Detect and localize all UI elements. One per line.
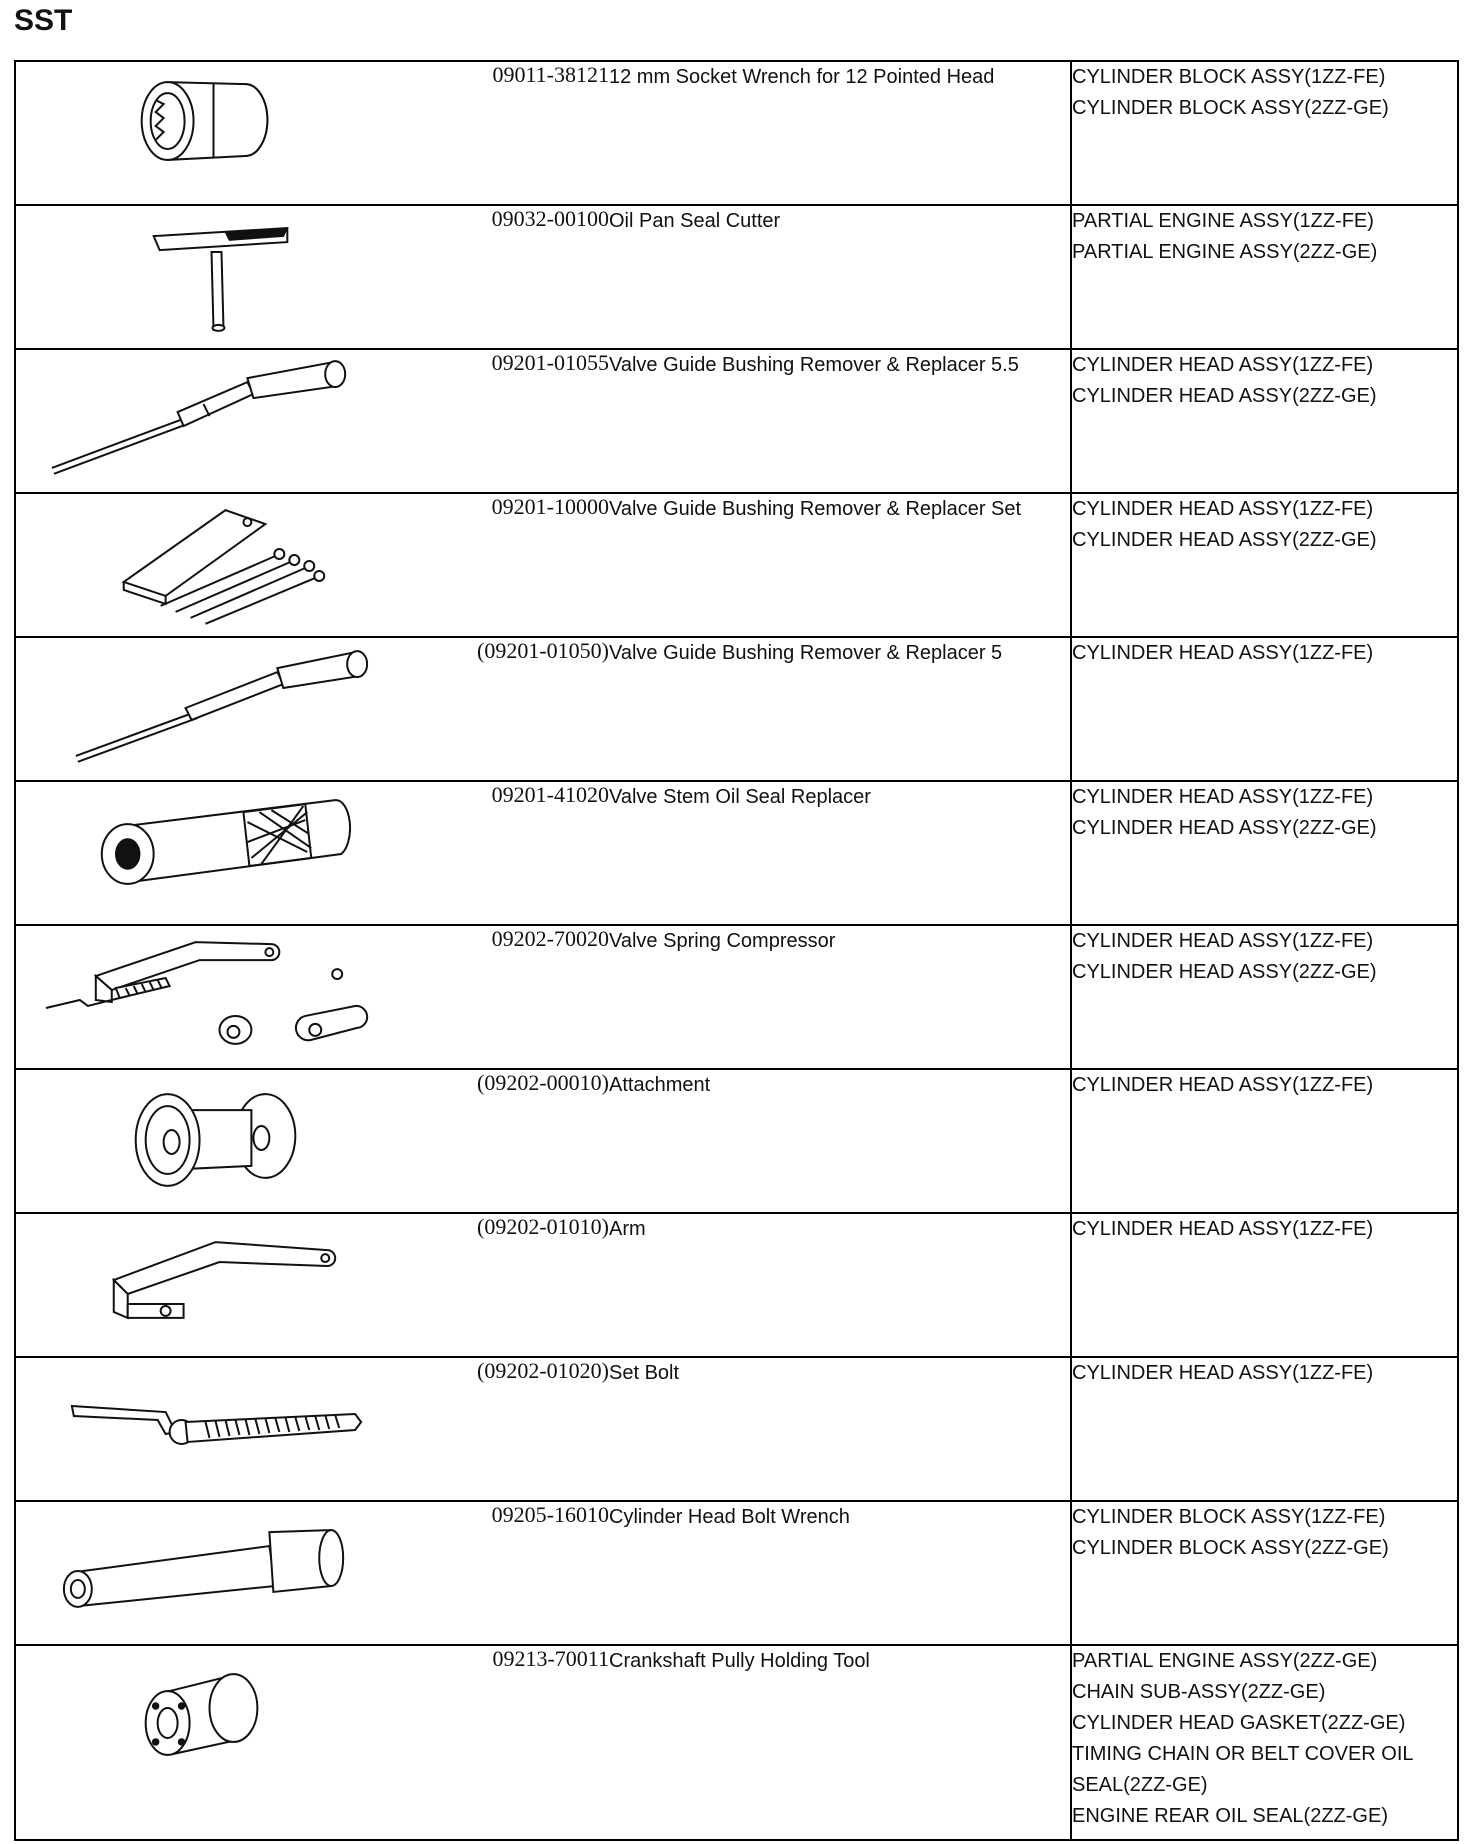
application-item: ENGINE REAR OIL SEAL(2ZZ-GE): [1072, 1805, 1388, 1827]
part-number: 09011-38121: [415, 61, 609, 205]
part-number: (09201-01050): [415, 637, 609, 781]
illustration-cell: [15, 925, 415, 1069]
illustration-cell: [15, 1501, 415, 1645]
application-item: TIMING CHAIN OR BELT COVER OIL SEAL(2ZZ-GE): [1072, 1743, 1413, 1796]
applications-cell: [1071, 349, 1458, 493]
application-item: CYLINDER HEAD GASKET(2ZZ-GE): [1072, 1712, 1406, 1734]
bushing-remover-illustration: [16, 638, 415, 778]
part-number: 09032-00100: [415, 205, 609, 349]
bushing-remover-illustration: [16, 350, 415, 490]
application-item: CYLINDER BLOCK ASSY(1ZZ-FE): [1072, 1506, 1386, 1528]
tool-description: Cylinder Head Bolt Wrench: [609, 1501, 1071, 1645]
applications-cell: [1071, 493, 1458, 637]
illustration-cell: [15, 349, 415, 493]
application-item: CYLINDER HEAD ASSY(1ZZ-FE): [1072, 786, 1374, 808]
bushing-set-illustration: [16, 494, 415, 634]
tool-description: Valve Stem Oil Seal Replacer: [609, 781, 1071, 925]
sst-table: [14, 60, 1459, 1841]
page-title: SST: [14, 4, 73, 37]
seal-replacer-illustration: [16, 782, 415, 922]
illustration-cell: [15, 637, 415, 781]
applications-cell: [1071, 1357, 1458, 1501]
application-item: CYLINDER HEAD ASSY(1ZZ-FE): [1072, 354, 1374, 376]
tool-description: Valve Guide Bushing Remover & Replacer 5: [609, 637, 1071, 781]
table-row: [15, 925, 1458, 1069]
part-number: 09205-16010: [415, 1501, 609, 1645]
tool-description: Valve Guide Bushing Remover & Replacer Set: [609, 493, 1071, 637]
application-item: CYLINDER BLOCK ASSY(2ZZ-GE): [1072, 97, 1389, 119]
tool-description: Oil Pan Seal Cutter: [609, 205, 1071, 349]
illustration-cell: [15, 61, 415, 205]
application-item: CYLINDER HEAD ASSY(2ZZ-GE): [1072, 529, 1377, 551]
part-number: (09202-01020): [415, 1357, 609, 1501]
part-number: 09201-10000: [415, 493, 609, 637]
table-row: [15, 1069, 1458, 1213]
application-item: PARTIAL ENGINE ASSY(2ZZ-GE): [1072, 1650, 1378, 1672]
table-row: [15, 637, 1458, 781]
arm-illustration: [16, 1214, 415, 1354]
table-row: [15, 1357, 1458, 1501]
application-item: CYLINDER HEAD ASSY(2ZZ-GE): [1072, 385, 1377, 407]
tool-description: Arm: [609, 1213, 1071, 1357]
illustration-cell: [15, 1069, 415, 1213]
illustration-cell: [15, 1213, 415, 1357]
table-row: [15, 493, 1458, 637]
tool-description: Valve Spring Compressor: [609, 925, 1071, 1069]
application-item: CYLINDER BLOCK ASSY(1ZZ-FE): [1072, 66, 1386, 88]
tool-description: Set Bolt: [609, 1357, 1071, 1501]
application-item: CYLINDER HEAD ASSY(1ZZ-FE): [1072, 930, 1374, 952]
application-item: CYLINDER HEAD ASSY(2ZZ-GE): [1072, 961, 1377, 983]
part-number: 09201-01055: [415, 349, 609, 493]
applications-cell: [1071, 205, 1458, 349]
table-row: [15, 205, 1458, 349]
attachment-illustration: [16, 1070, 415, 1210]
applications-cell: [1071, 61, 1458, 205]
illustration-cell: [15, 205, 415, 349]
application-item: CYLINDER HEAD ASSY(1ZZ-FE): [1072, 1362, 1374, 1384]
application-item: CYLINDER HEAD ASSY(1ZZ-FE): [1072, 1074, 1374, 1096]
illustration-cell: [15, 781, 415, 925]
illustration-cell: [15, 493, 415, 637]
set-bolt-illustration: [16, 1358, 415, 1498]
illustration-cell: [15, 1357, 415, 1501]
part-number: (09202-01010): [415, 1213, 609, 1357]
part-number: 09213-70011: [415, 1645, 609, 1840]
applications-cell: [1071, 1069, 1458, 1213]
table-row: [15, 349, 1458, 493]
tool-description: Valve Guide Bushing Remover & Replacer 5.5: [609, 349, 1071, 493]
application-item: CYLINDER HEAD ASSY(1ZZ-FE): [1072, 642, 1374, 664]
applications-cell: [1071, 1213, 1458, 1357]
table-row: [15, 61, 1458, 205]
application-item: PARTIAL ENGINE ASSY(2ZZ-GE): [1072, 241, 1378, 263]
applications-cell: [1071, 925, 1458, 1069]
tool-description: Attachment: [609, 1069, 1071, 1213]
application-item: CHAIN SUB-ASSY(2ZZ-GE): [1072, 1681, 1326, 1703]
socket-wrench-illustration: [16, 62, 415, 202]
application-item: CYLINDER HEAD ASSY(1ZZ-FE): [1072, 1218, 1374, 1240]
applications-cell: [1071, 1645, 1458, 1840]
seal-cutter-illustration: [16, 206, 415, 346]
illustration-cell: [15, 1645, 415, 1840]
bolt-wrench-illustration: [16, 1502, 415, 1642]
tool-description: 12 mm Socket Wrench for 12 Pointed Head: [609, 61, 1071, 205]
applications-cell: [1071, 1501, 1458, 1645]
applications-cell: [1071, 781, 1458, 925]
tool-description: Crankshaft Pully Holding Tool: [609, 1645, 1071, 1840]
pulley-holder-illustration: [16, 1646, 415, 1786]
table-row: [15, 781, 1458, 925]
application-item: PARTIAL ENGINE ASSY(1ZZ-FE): [1072, 210, 1374, 232]
application-item: CYLINDER HEAD ASSY(1ZZ-FE): [1072, 498, 1374, 520]
table-row: [15, 1501, 1458, 1645]
part-number: 09201-41020: [415, 781, 609, 925]
part-number: (09202-00010): [415, 1069, 609, 1213]
part-number: 09202-70020: [415, 925, 609, 1069]
application-item: CYLINDER BLOCK ASSY(2ZZ-GE): [1072, 1537, 1389, 1559]
application-item: CYLINDER HEAD ASSY(2ZZ-GE): [1072, 817, 1377, 839]
applications-cell: [1071, 637, 1458, 781]
spring-compressor-illustration: [16, 926, 415, 1066]
table-row: [15, 1213, 1458, 1357]
table-row: [15, 1645, 1458, 1840]
